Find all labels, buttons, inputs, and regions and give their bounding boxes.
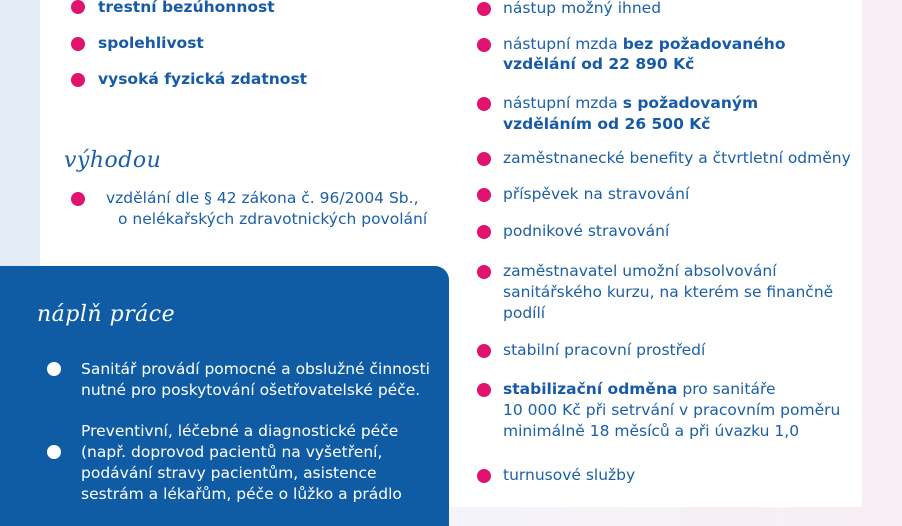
duty-line: nutné pro poskytování ošetřovatelské péče. xyxy=(81,381,421,399)
bullet-icon xyxy=(47,445,61,459)
duties-heading: náplň práce xyxy=(37,302,176,327)
bullet-icon xyxy=(477,152,491,166)
bullet-icon xyxy=(477,383,491,397)
offer-item: příspěvek na stravování xyxy=(503,185,690,203)
bullet-icon xyxy=(71,0,85,14)
bullet-icon xyxy=(477,2,491,16)
bullet-icon xyxy=(477,469,491,483)
offer-item: nástupní mzda bez požadovaného xyxy=(503,35,786,53)
duty-line: Preventivní, léčebné a diagnostické péče xyxy=(81,422,399,440)
bullet-icon xyxy=(477,344,491,358)
requirement-item: vysoká fyzická zdatnost xyxy=(98,70,308,88)
bullet-icon xyxy=(477,265,491,279)
offer-item: turnusové služby xyxy=(503,466,636,484)
duties-panel xyxy=(0,266,449,526)
duty-line: Sanitář provádí pomocné a obslužné činnosti xyxy=(81,360,430,378)
offer-item: zaměstnavatel umožní absolvování xyxy=(503,262,777,280)
duty-line: sestrám a lékařům, péče o lůžko a prádlo xyxy=(81,485,402,503)
duty-line: podávání stravy pacientům, asistence xyxy=(81,464,377,482)
bullet-icon xyxy=(477,97,491,111)
duty-line: (např. doprovod pacientů na vyšetření, xyxy=(81,443,383,461)
bullet-icon xyxy=(477,188,491,202)
bullet-icon xyxy=(477,38,491,52)
offer-item: minimálně 18 měsíců a při úvazku 1,0 xyxy=(503,422,800,440)
bullet-icon xyxy=(71,37,85,51)
bullet-icon xyxy=(71,192,85,206)
requirement-item: spolehlivost xyxy=(98,34,204,52)
offer-item: zaměstnanecké benefity a čtvrtletní odměny xyxy=(503,149,851,167)
requirement-item: trestní bezúhonnost xyxy=(98,0,275,16)
offer-item: sanitářského kurzu, na kterém se finančně xyxy=(503,283,834,301)
advantage-heading: výhodou xyxy=(64,148,162,173)
offer-item-bold: vzdělání od 22 890 Kč xyxy=(503,55,695,73)
bullet-icon xyxy=(47,362,61,376)
offer-item: podílí xyxy=(503,304,546,322)
offer-item-bold: vzděláním od 26 500 Kč xyxy=(503,115,711,133)
offer-item: podnikové stravování xyxy=(503,222,670,240)
offer-item: nástupní mzda s požadovaným xyxy=(503,94,759,112)
bullet-icon xyxy=(71,73,85,87)
offer-item: nástup možný ihned xyxy=(503,0,662,17)
advantage-line: vzdělání dle § 42 zákona č. 96/2004 Sb., xyxy=(106,189,419,207)
offer-item: stabilní pracovní prostředí xyxy=(503,341,706,359)
offer-item: 10 000 Kč při setrvání v pracovním poměru xyxy=(503,401,841,419)
offer-item: stabilizační odměna pro sanitáře xyxy=(503,380,776,398)
advantage-line: o nelékařských zdravotnických povolání xyxy=(118,210,428,228)
bullet-icon xyxy=(477,225,491,239)
